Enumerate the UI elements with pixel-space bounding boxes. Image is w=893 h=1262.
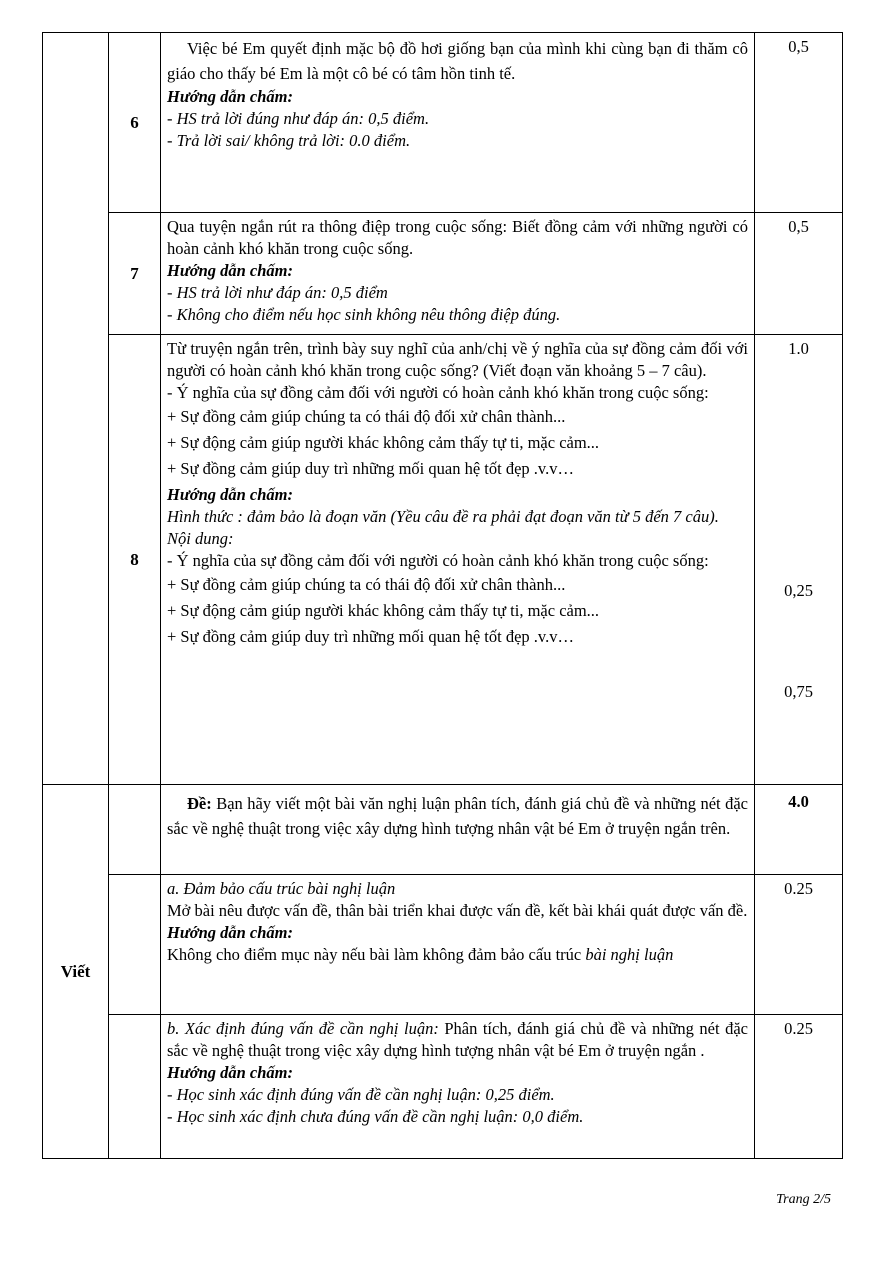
table-row-q8 (43, 335, 843, 785)
answer-content (161, 213, 755, 335)
point-line: + Sự đồng cảm giúp duy trì những mối quan hệ tốt đẹp .v.v… (167, 459, 574, 478)
form-text: Hình thức : đảm bảo là đoạn văn (Yều câu đề ra phải đạt đoạn văn từ 5 đến 7 câu). (167, 507, 719, 526)
point-line: + Sự đồng cảm giúp duy trì những mối quan hệ tốt đẹp .v.v… (167, 627, 574, 646)
answer-text: Qua tuyện ngắn rút ra thông điệp trong cuộc sống: Biết đồng cảm với những người có hoàn cảnh khó khăn trong cuộc sống. (167, 217, 748, 258)
grading-table (42, 32, 843, 1159)
guide-text-italic: bài nghị luận (585, 945, 674, 964)
guide-line: - Không cho điểm nếu học sinh không nêu thông điệp đúng. (167, 305, 561, 324)
prompt-body: Bạn hãy viết một bài văn nghị luận phân tích, đánh giá chủ đề và những nét đặc sắc về nghệ thuật trong việc xây dựng hình tượng nhân vật bé Em ở truyện ngắn trên. (167, 794, 748, 838)
criterion-title: b. Xác định đúng vấn đề cần nghị luận: (167, 1019, 439, 1038)
criterion-content (161, 875, 755, 1015)
guide-line: - Trả lời sai/ không trả lời: 0.0 điểm. (167, 131, 411, 150)
criterion-body: Phân tích, đánh giá chủ đề và những nét đặc sắc về nghệ thuật trong việc xây dựng hình tượng nhân vật bé Em ở truyện ngắn . (167, 1019, 748, 1060)
table-row-writing-prompt (43, 785, 843, 875)
table-row-writing-b (43, 1015, 843, 1159)
criterion-text (167, 1018, 748, 1062)
table-row-q6 (43, 33, 843, 213)
meaning-text: - Ý nghĩa của sự đồng cảm đối với người có hoàn cảnh khó khăn trong cuộc sống: (167, 383, 709, 402)
content-label: Nội dung: (167, 529, 234, 548)
point-line: + Sự động cảm giúp người khác không cảm thấy tự ti, mặc cảm... (167, 433, 600, 452)
guide-text-plain: Không cho điểm mục này nếu bài làm không đảm bảo cấu trúc (167, 945, 586, 964)
score-total: 1.0 (788, 339, 809, 358)
page-number: Trang 2/5 (776, 1192, 831, 1207)
guide-title: Hướng dẫn chấm: (167, 923, 294, 942)
prompt-content (161, 785, 755, 875)
criterion-title: a. Đảm bảo cấu trúc bài nghị luận (167, 879, 396, 898)
criterion-content (161, 1015, 755, 1159)
guide-line: - HS trả lời đúng như đáp án: 0,5 điểm. (167, 109, 430, 128)
answer-key-page (42, 32, 842, 1159)
score-cell: 0.25 (755, 1015, 843, 1159)
question-text: Từ truyện ngắn trên, trình bày suy nghĩ của anh/chị về ý nghĩa của sự đồng cảm đối với người có hoàn cảnh khó khăn trong cuộc sống? (Viết đoạn văn khoảng 5 – 7 câu). (167, 339, 748, 380)
guide-title: Hướng dẫn chấm: (167, 87, 294, 106)
question-number-empty (109, 1015, 161, 1159)
section-cell-empty (43, 33, 109, 785)
score-cell: 0.25 (755, 875, 843, 1015)
prompt-text (167, 791, 748, 841)
guide-line: - Học sinh xác định đúng vấn đề cần nghị luận: 0,25 điểm. (167, 1085, 555, 1104)
point-line: + Sự đồng cảm giúp chúng ta có thái độ đối xử chân thành... (167, 575, 566, 594)
question-number: 6 (109, 33, 161, 213)
answer-content (161, 33, 755, 213)
criterion-text: Mở bài nêu được vấn đề, thân bài triển khai được vấn đề, kết bài khái quát được vấn đề. (167, 901, 748, 920)
question-number: 8 (109, 335, 161, 785)
table-row-q7 (43, 213, 843, 335)
score-content: 0,75 (784, 682, 813, 701)
answer-text: Việc bé Em quyết định mặc bộ đồ hơi giống bạn của mình khi cùng bạn đi thăm cô giáo cho thấy bé Em là một cô bé có tâm hồn tinh tế. (167, 39, 748, 83)
question-number: 7 (109, 213, 161, 335)
prompt-label: Đề: (187, 794, 212, 813)
score-cell: 0,5 (755, 213, 843, 335)
prompt-score: 4.0 (788, 792, 809, 811)
guide-title: Hướng dẫn chấm: (167, 261, 294, 280)
guide-title: Hướng dẫn chấm: (167, 485, 294, 504)
question-number-empty (109, 785, 161, 875)
guide-title: Hướng dẫn chấm: (167, 1063, 294, 1082)
score-form: 0,25 (784, 581, 813, 600)
question-number-empty (109, 875, 161, 1015)
answer-content (161, 335, 755, 785)
point-line: + Sự đồng cảm giúp chúng ta có thái độ đối xử chân thành... (167, 407, 566, 426)
point-line: + Sự động cảm giúp người khác không cảm thấy tự ti, mặc cảm... (167, 601, 600, 620)
guide-line: - HS trả lời như đáp án: 0,5 điểm (167, 283, 388, 302)
score-cell (755, 785, 843, 875)
section-label: Viết (43, 785, 109, 1159)
meaning-text: - Ý nghĩa của sự đồng cảm đối với người có hoàn cảnh khó khăn trong cuộc sống: (167, 551, 709, 570)
table-row-writing-a (43, 875, 843, 1015)
score-cell (755, 335, 843, 785)
guide-line: - Học sinh xác định chưa đúng vấn đề cần nghị luận: 0,0 điểm. (167, 1107, 584, 1126)
guide-text (167, 944, 748, 966)
score-cell: 0,5 (755, 33, 843, 213)
